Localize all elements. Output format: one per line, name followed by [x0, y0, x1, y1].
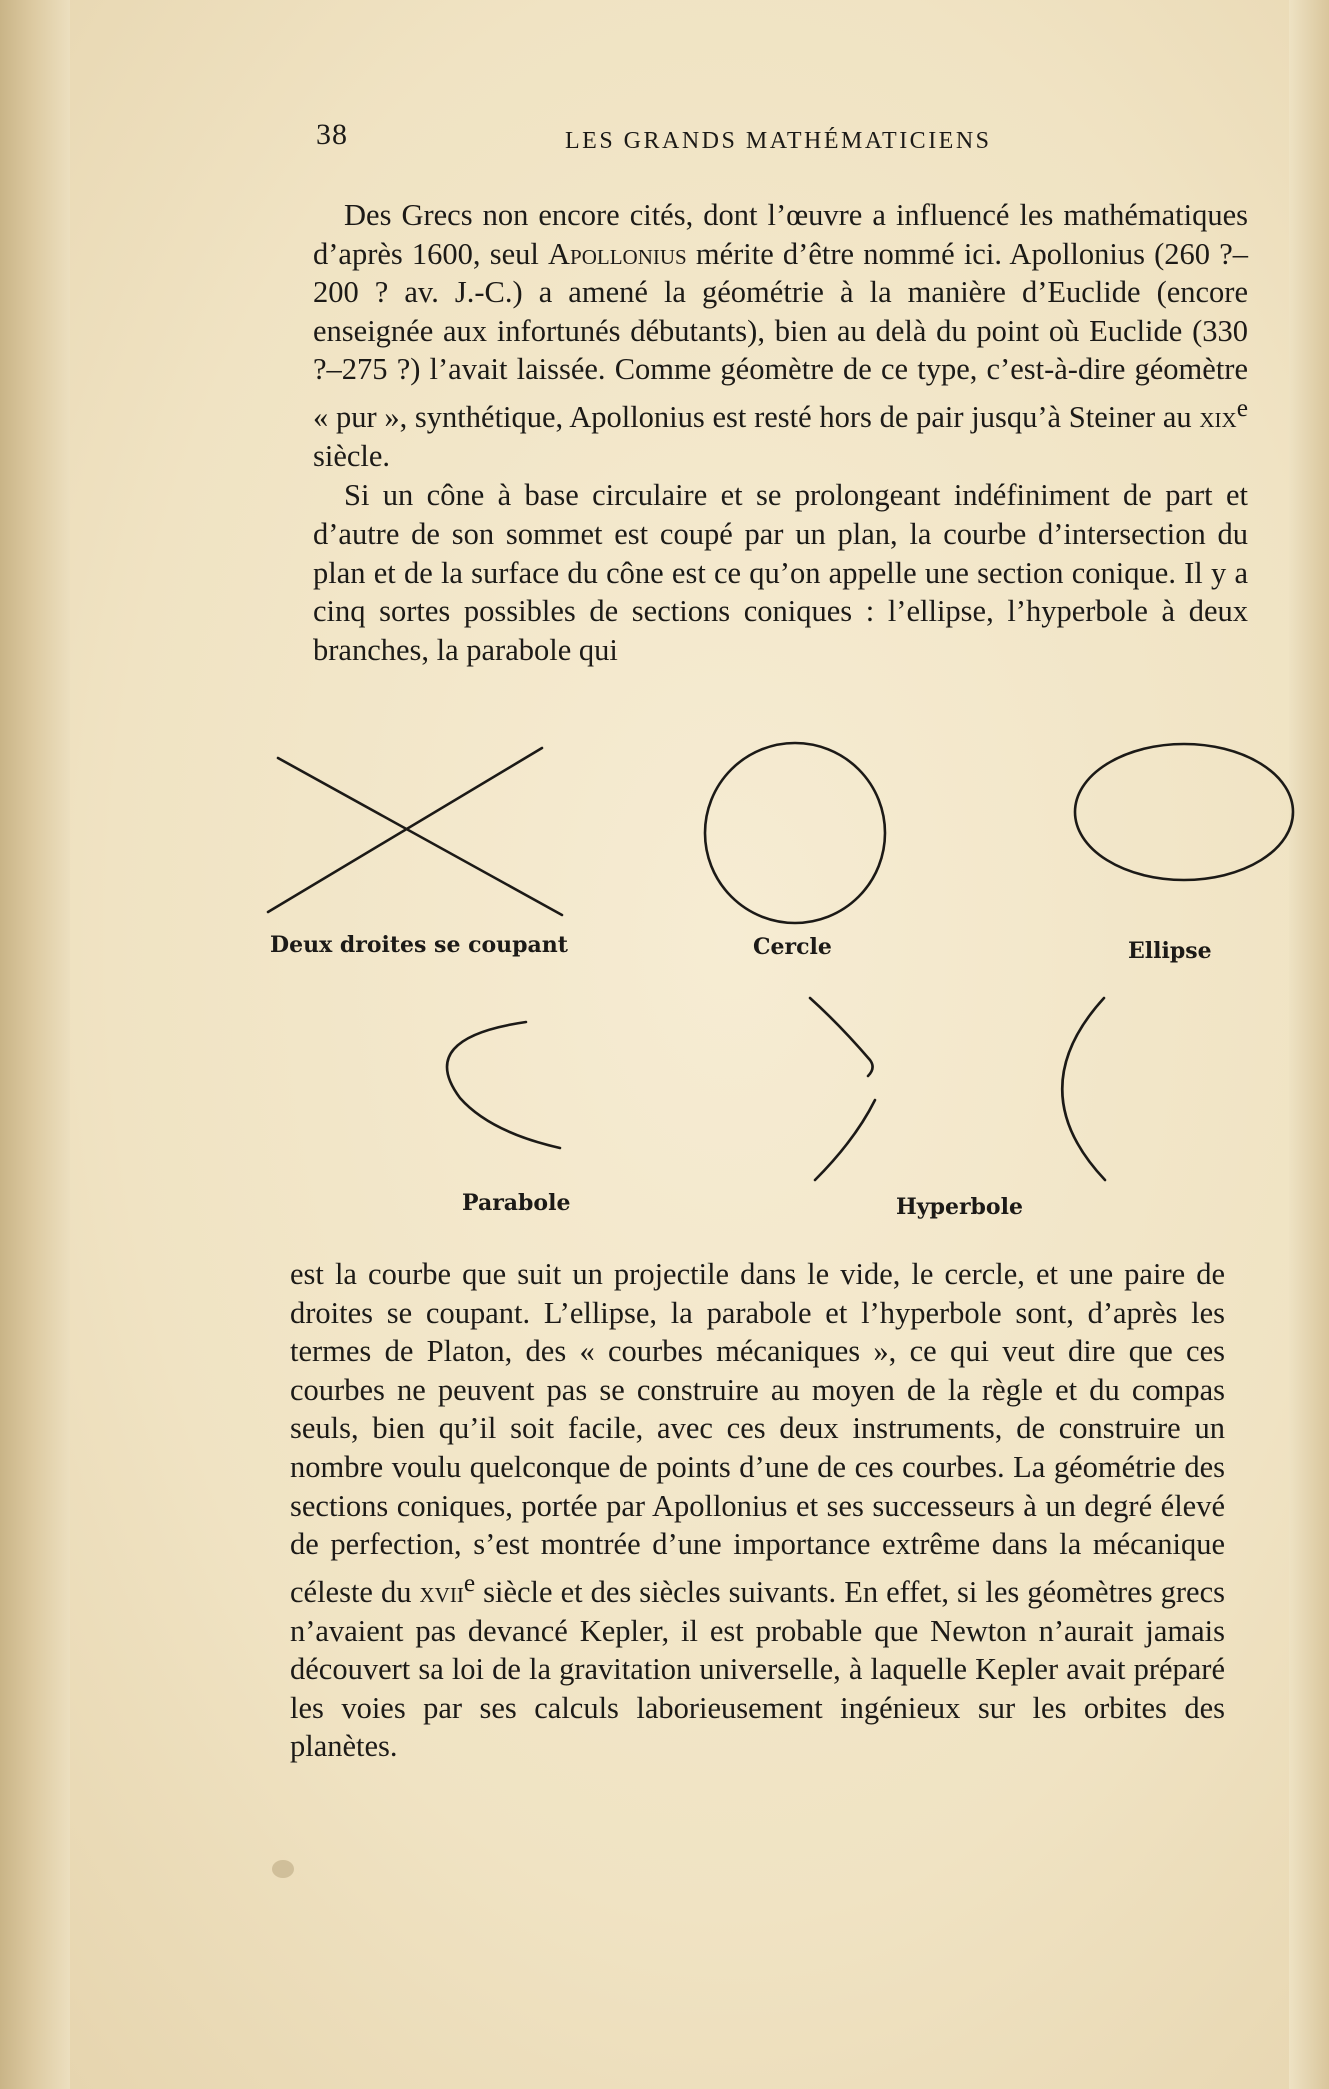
century-numeral: xix [1199, 400, 1237, 435]
label-hyperbole: Hyperbole [896, 1194, 1023, 1220]
hyperbola-right-branch [1062, 998, 1105, 1180]
label-cercle: Cercle [753, 934, 832, 960]
conic-sections-figure [250, 730, 1310, 1230]
hyperbola-lower-stroke [815, 1100, 875, 1180]
page-number: 38 [316, 118, 348, 151]
label-deux-droites: Deux droites se coupant [270, 932, 568, 958]
binding-edge [0, 0, 70, 2089]
century-numeral: xvii [419, 1574, 464, 1609]
hyperbola-left-branch [810, 998, 873, 1076]
label-parabole: Parabole [462, 1190, 571, 1216]
circle-shape [705, 743, 885, 923]
intersecting-line-1 [278, 758, 562, 915]
century-superscript: e [1236, 393, 1248, 422]
paragraph-text: siècle. [313, 438, 391, 473]
parabola-curve [447, 1022, 560, 1148]
paragraph-text: siècle et des siècles suivants. En effet, si les géomètres grecs n’avaient pas devancé Kepler, il est probable que Newton n’aurait jamais découvert sa loi de la gravitation universelle, à laquelle Kepler avait préparé les voies par ses calculs laborieusement ingénieux sur les orbites des planètes. [290, 1574, 1225, 1764]
running-head: LES GRANDS MATHÉMATICIENS [565, 128, 992, 154]
text-block-top [313, 196, 1248, 669]
ellipse-shape [1075, 744, 1293, 880]
conic-sections-drawing [250, 730, 1310, 1230]
paragraph-text: mérite d’être nommé ici. Apollonius (260 ?–200 ? av. J.-C.) a amené la géométrie à la manière d’Euclide (encore enseignée aux infortunés débutants), bien au delà du point où Euclide (330 ?–275 ?) l’avait laissée. Comme géomètre de ce type, c’est-à-dire géomètre « pur », synthétique, Apollonius est resté hors de pair jusqu’à Steiner au [313, 236, 1248, 435]
text-block-bottom [290, 1255, 1225, 1766]
century-superscript: e [463, 1568, 476, 1597]
intersecting-line-2 [268, 748, 542, 912]
paragraph-cone: Si un cône à base circulaire et se prolongeant indéfiniment de part et d’autre de son sommet est coupé par un plan, la courbe d’intersection du plan et de la surface du cône est ce qu’on appelle une section conique. Il y a cinq sortes possibles de sections coniques : l’ellipse, l’hyperbole à deux branches, la parabole qui [313, 478, 1248, 667]
paragraph-text: est la courbe que suit un projectile dans le vide, le cercle, et une paire de droites se coupant. L’ellipse, la parabole et l’hyperbole sont, d’après les termes de Platon, des « courbes mécaniques », ce qui veut dire que ces courbes ne peuvent pas se construire au moyen de la règle et du compas seuls, bien qu’il soit facile, avec ces deux instruments, de construire un nombre voulu quelconque de points d’une de ces courbes. La géométrie des sections coniques, portée par Apollonius et ses successeurs à un degré élevé de perfection, s’est montrée d’une importance extrême dans la mécanique céleste du [290, 1257, 1225, 1609]
paragraph-continuation [290, 1255, 1225, 1766]
paragraph-apollonius [313, 196, 1248, 475]
apollonius-smallcaps: Apollonius [548, 236, 687, 271]
paragraph-text: Des Grecs non encore cités, dont l’œuvre a influencé les mathématiques d’après 1600, seul [313, 198, 1248, 271]
paper-stain [272, 1860, 294, 1878]
label-ellipse: Ellipse [1128, 938, 1212, 964]
